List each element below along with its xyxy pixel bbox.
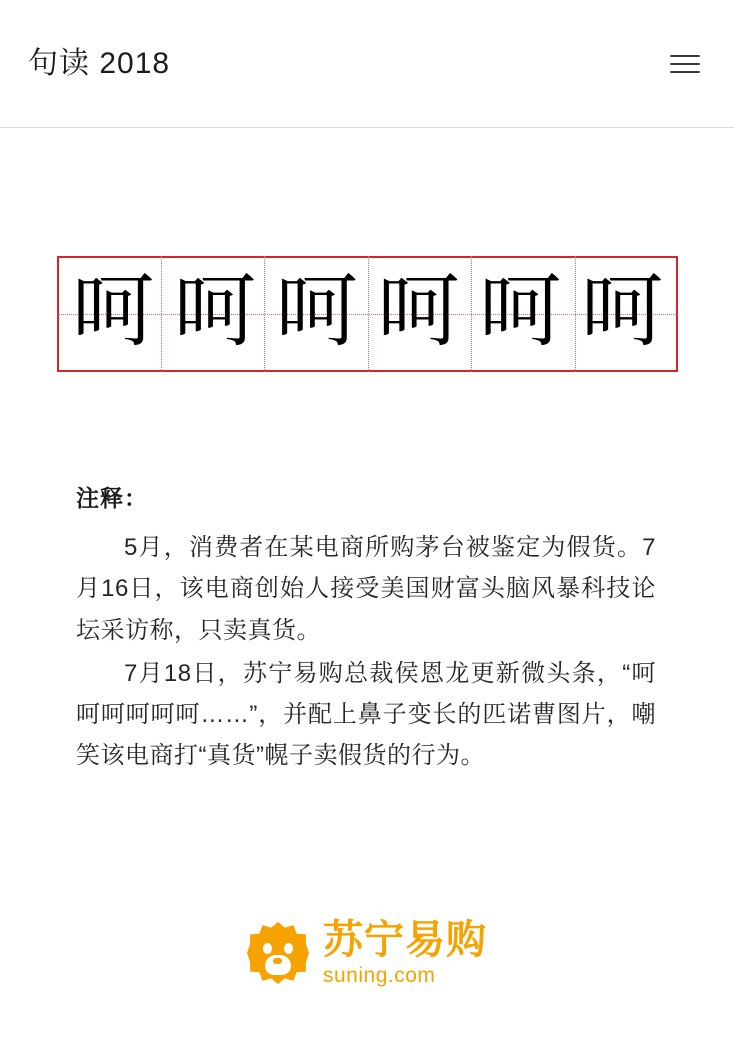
notes-section (76, 480, 656, 777)
grid-characters (57, 256, 678, 372)
logo-name-cn: 苏宁易购 (323, 918, 487, 962)
notes-label: 注释： (76, 485, 148, 511)
grid-character: 呵 (377, 264, 460, 359)
hamburger-menu-icon[interactable] (670, 51, 704, 77)
logo-name-en: suning.com (323, 964, 436, 987)
notes-paragraph: 5月，消费者在某电商所购茅台被鉴定为假货。7月16日，该电商创始人接受美国财富头脑风暴科技论坛采访称，只卖真货。 (76, 534, 656, 644)
grid-character: 呵 (580, 264, 663, 359)
notes-paragraph: 7月18日，苏宁易购总裁侯恩龙更新微头条，“呵呵呵呵呵呵……”，并配上鼻子变长的匹诺曹图片，嘲笑该电商打“真货”幌子卖假货的行为。 (76, 659, 656, 770)
suning-lion-icon (247, 922, 309, 984)
logo-nose (273, 958, 282, 964)
page-header (0, 0, 734, 128)
grid-character: 呵 (479, 264, 562, 359)
menu-bar-2 (670, 63, 700, 65)
menu-bar-1 (670, 55, 700, 57)
menu-bar-3 (670, 71, 700, 73)
character-grid (57, 256, 678, 372)
grid-character: 呵 (275, 264, 358, 359)
logo-eye-left (263, 943, 272, 954)
footer-logo (0, 920, 734, 986)
page-title: 句读 2018 (28, 46, 171, 80)
logo-wordmark (323, 920, 487, 986)
logo-eye-right (284, 943, 293, 954)
grid-character: 呵 (71, 264, 154, 359)
grid-character: 呵 (173, 264, 256, 359)
